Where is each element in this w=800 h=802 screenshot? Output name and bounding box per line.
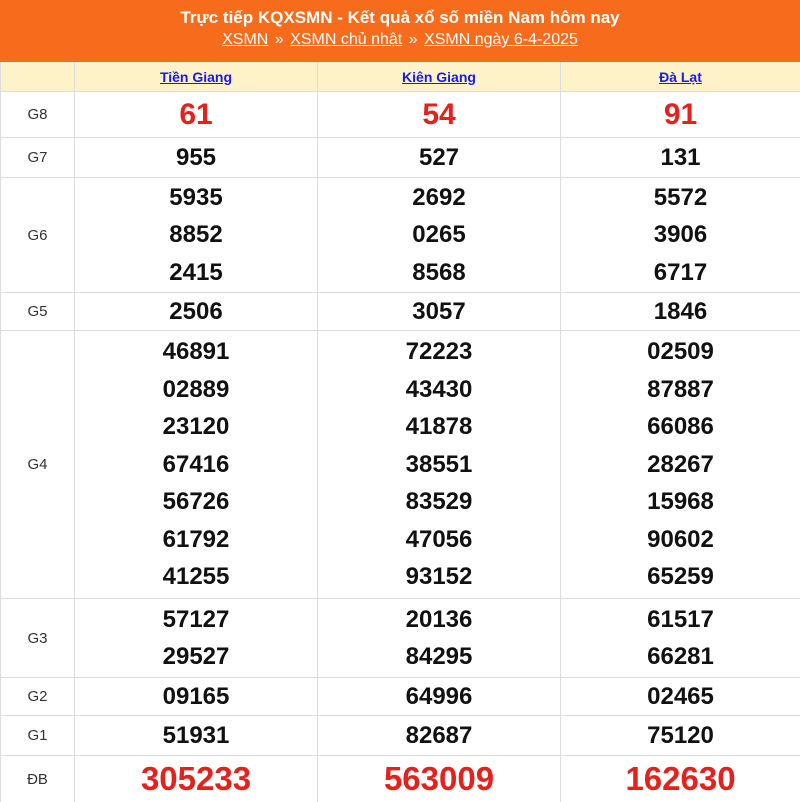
prize-cell [561,678,800,716]
prize-cell [561,599,800,678]
province-header [561,62,800,92]
prize-number: 66281 [647,643,714,670]
prize-number: 90602 [647,525,714,553]
prize-number: 28267 [647,450,714,478]
prize-number: 8568 [412,258,466,286]
prize-number: 0265 [412,221,466,249]
breadcrumb-link-sunday[interactable]: XSMN chủ nhật [290,31,403,48]
province-link-kien-giang[interactable]: Kiên Giang [402,68,476,85]
prize-cell [561,331,800,599]
prize-cell [75,678,318,716]
prize-number: 66086 [647,413,714,441]
prize-label-g1: G1 [1,716,75,756]
prize-number: 61 [179,97,213,131]
prize-number: 61792 [162,525,230,553]
prize-number: 5935 [169,183,223,211]
prize-number: 83529 [405,488,473,516]
prize-cell [318,756,561,802]
prize-number: 56726 [162,488,230,516]
prize-number: 527 [418,143,460,171]
breadcrumb-separator: » [408,31,418,48]
prize-number: 3057 [412,297,466,325]
prize-cell [318,92,561,138]
prize-cell [318,716,561,756]
prize-cell [75,138,318,178]
prize-cell [318,293,561,331]
prize-number: 6717 [653,258,708,286]
prize-label-g6: G6 [1,178,75,293]
prize-number: 8852 [169,221,223,249]
prize-cell [318,331,561,599]
prize-label-g2: G2 [1,678,75,716]
prize-number: 87887 [647,375,714,403]
prize-label-g5: G5 [1,293,75,331]
prize-cell [561,178,800,293]
prize-label-g8: G8 [1,92,75,138]
prize-cell [75,293,318,331]
prize-number: 38551 [405,450,473,478]
province-header [318,62,561,92]
prize-number: 46891 [162,338,230,366]
prize-cell [318,678,561,716]
prize-number: 54 [422,97,456,131]
prize-number: 51931 [162,721,230,749]
prize-number: 15968 [647,488,714,516]
prize-cell [75,716,318,756]
prize-number: 57127 [162,605,230,633]
results-table [0,62,800,802]
prize-number: 47056 [405,525,473,553]
page-title: Trực tiếp KQXSMN - Kết quả xổ số miền Nam hôm nay [180,8,620,27]
prize-number: 3906 [653,221,708,249]
prize-number: 82687 [405,721,473,749]
prize-label-g4: G4 [1,331,75,599]
prize-cell [561,716,800,756]
prize-number: 43430 [405,375,473,403]
prize-number: 72223 [405,338,473,366]
table-header-empty [1,62,75,92]
prize-number: 2415 [169,258,223,286]
prize-label-special: ĐB [1,756,75,802]
prize-number: 84295 [405,643,473,670]
prize-number: 20136 [405,605,473,633]
prize-number: 64996 [405,682,473,710]
prize-number: 67416 [162,450,230,478]
page-header [0,0,800,62]
prize-number: 41255 [162,563,230,591]
prize-cell [318,138,561,178]
special-prize-number: 563009 [383,760,495,798]
prize-number: 02465 [647,682,714,710]
prize-number: 131 [660,143,701,171]
prize-cell [561,92,800,138]
prize-number: 955 [175,143,217,171]
prize-number: 02509 [647,338,714,366]
prize-number: 09165 [162,682,230,710]
prize-number: 23120 [162,413,230,441]
breadcrumb-separator: » [274,31,284,48]
prize-number: 02889 [162,375,230,403]
prize-cell [561,293,800,331]
prize-label-g7: G7 [1,138,75,178]
prize-number: 93152 [405,563,473,591]
prize-cell [75,756,318,802]
prize-cell [75,92,318,138]
province-link-tien-giang[interactable]: Tiền Giang [159,68,233,85]
prize-label-g3: G3 [1,599,75,678]
breadcrumb-link-date[interactable]: XSMN ngày 6-4-2025 [424,31,578,48]
prize-number: 2506 [169,297,223,325]
breadcrumb-link-xsmn[interactable]: XSMN [222,31,269,48]
prize-cell [561,138,800,178]
prize-number: 61517 [647,605,714,633]
prize-number: 75120 [647,721,714,749]
prize-number: 29527 [162,643,230,670]
province-link-da-lat[interactable]: Đà Lạt [659,68,702,85]
prize-cell [318,599,561,678]
prize-cell [318,178,561,293]
prize-cell [561,756,800,802]
prize-number: 2692 [412,183,466,211]
prize-cell [75,599,318,678]
prize-number: 5572 [653,183,708,211]
prize-number: 1846 [653,297,708,325]
prize-number: 41878 [405,413,473,441]
breadcrumb [0,30,800,50]
special-prize-number: 162630 [625,760,736,798]
prize-number: 91 [663,97,698,131]
province-header [75,62,318,92]
prize-number: 65259 [647,563,714,591]
special-prize-number: 305233 [140,760,252,798]
prize-cell [75,331,318,599]
prize-cell [75,178,318,293]
